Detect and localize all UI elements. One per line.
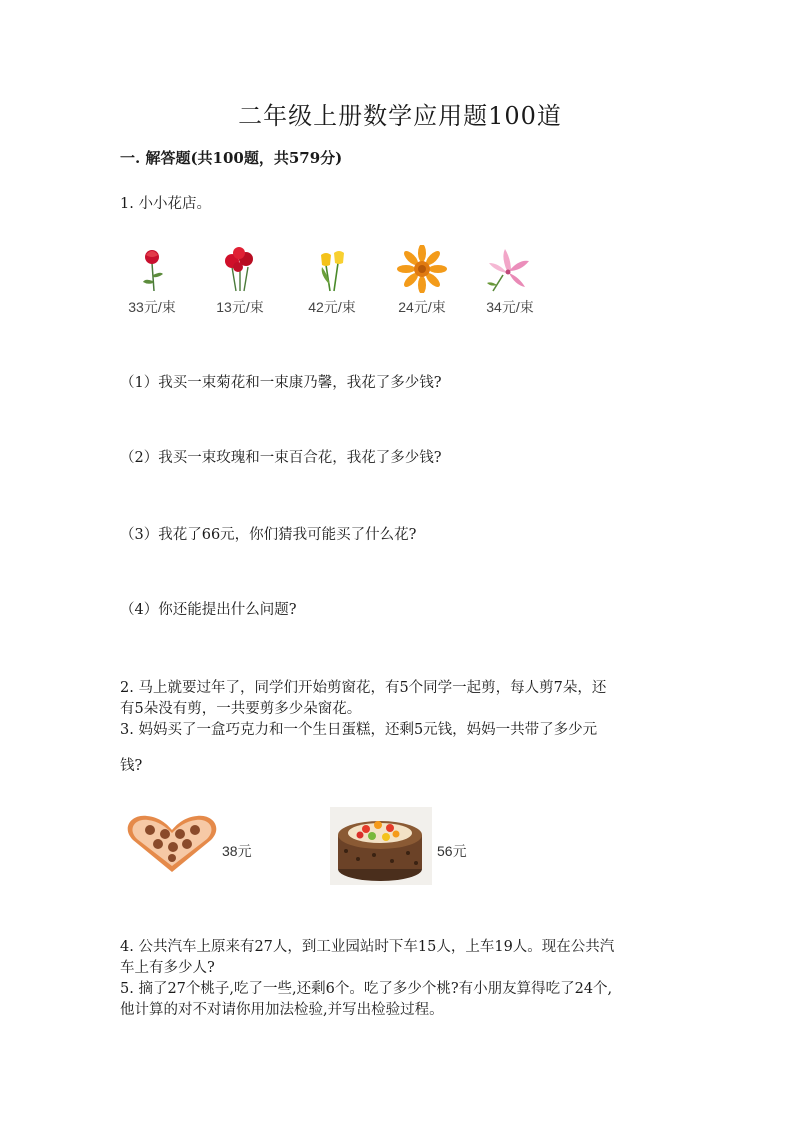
question-2-line-2: 有5朵没有剪，一共要剪多少朵窗花。 [120, 701, 362, 717]
birthday-cake-item [330, 807, 432, 889]
flower-price: 33元/束 [128, 299, 176, 315]
chocolate-box-item [125, 812, 220, 878]
question-3-line-2: 钱? [120, 758, 143, 774]
carnation-icon [218, 245, 262, 293]
question-4-line-2: 车上有多少人? [120, 960, 215, 976]
flower-item [382, 245, 462, 317]
flower-price-list [120, 245, 580, 330]
flower-item [200, 245, 280, 317]
chrysanthemum-icon [397, 245, 447, 293]
question-1-stem: 1. 小小花店。 [120, 196, 211, 212]
cake-price: 56元 [437, 843, 467, 859]
question-5-line-1: 5. 摘了27个桃子,吃了一些,还剩6个。吃了多少个桃?有小朋友算得吃了24个, [120, 981, 613, 997]
question-1-part-2: （2）我买一束玫瑰和一束百合花，我花了多少钱? [120, 450, 442, 466]
page-title: 二年级上册数学应用题100道 [238, 102, 562, 130]
question-1-part-4: （4）你还能提出什么问题? [120, 602, 297, 618]
flower-item [112, 245, 192, 317]
birthday-cake-icon [330, 807, 432, 885]
question-2-line-1: 2. 马上就要过年了，同学们开始剪窗花，有5个同学一起剪，每人剪7朵，还 [120, 680, 607, 696]
chocolate-box-icon [125, 812, 220, 874]
question-4-line-1: 4. 公共汽车上原来有27人，到工业园站时下车15人，上车19人。现在公共汽 [120, 939, 615, 955]
tulip-icon [310, 245, 354, 293]
flower-price: 24元/束 [398, 299, 446, 315]
rose-icon [132, 245, 172, 293]
section-heading: 一. 解答题(共100题，共579分) [120, 149, 343, 167]
flower-price: 13元/束 [216, 299, 264, 315]
question-5-line-2: 他计算的对不对请你用加法检验,并写出检验过程。 [120, 1002, 444, 1018]
chocolate-price: 38元 [222, 843, 252, 859]
question-1-part-1: （1）我买一束菊花和一束康乃馨，我花了多少钱? [120, 375, 442, 391]
question-3-line-1: 3. 妈妈买了一盒巧克力和一个生日蛋糕，还剩5元钱，妈妈一共带了多少元 [120, 722, 598, 738]
lily-icon [485, 245, 535, 293]
question-1-part-3: （3）我花了66元，你们猜我可能买了什么花? [120, 527, 417, 543]
flower-price: 42元/束 [308, 299, 356, 315]
flower-price: 34元/束 [486, 299, 534, 315]
flower-item [470, 245, 550, 317]
flower-item [292, 245, 372, 317]
